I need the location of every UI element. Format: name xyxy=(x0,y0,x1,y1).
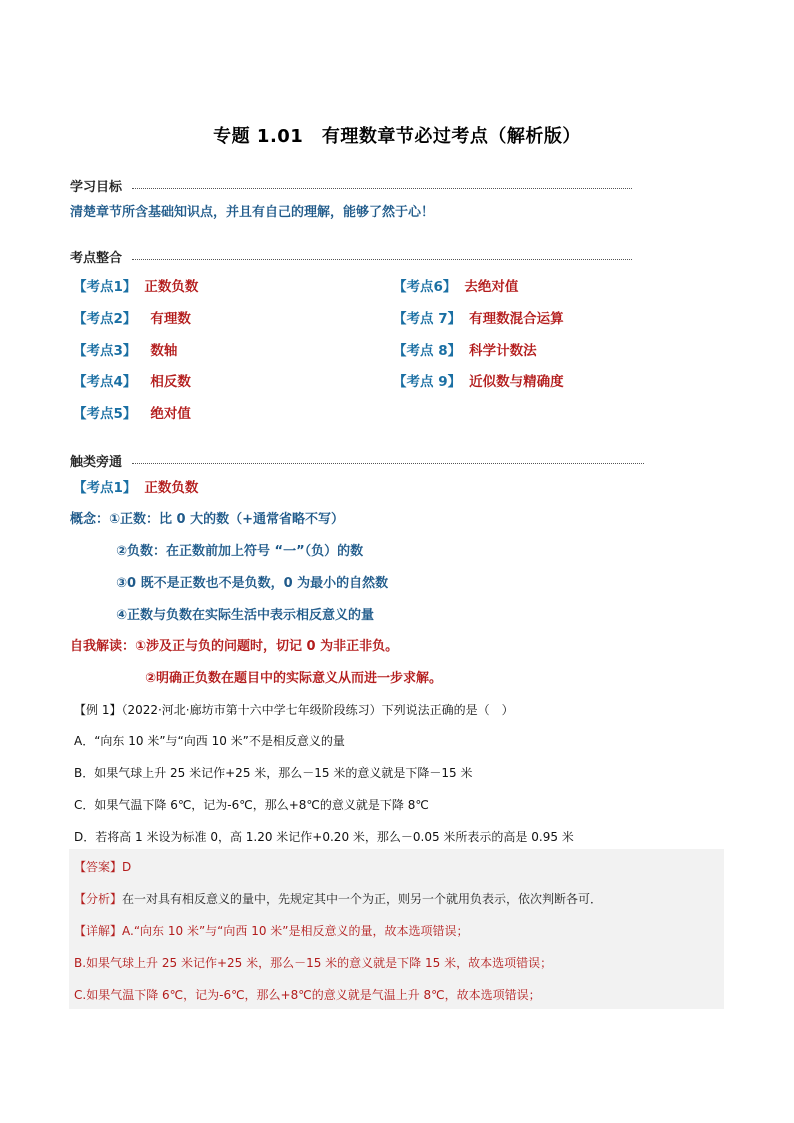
practice-heading: 触类旁通 xyxy=(70,455,123,470)
summary-item-8 xyxy=(393,339,537,359)
summary-item-1 xyxy=(73,275,198,295)
example-option-c: C．如果气温下降 6℃，记为-6℃，那么+8℃的意义就是下降 8℃ xyxy=(74,798,429,812)
summary-item-2 xyxy=(73,307,191,327)
summary-item-tag: 【考点 8】 xyxy=(393,343,462,359)
summary-item-tag: 【考点1】 xyxy=(73,279,137,295)
summary-item-name: 近似数与精确度 xyxy=(469,374,564,390)
self-reading-text: ①涉及正与负的问题时，切记 0 为非正非负。 xyxy=(135,639,399,654)
concept-line-4: ④正数与负数在实际生活中表示相反意义的量 xyxy=(116,608,375,623)
summary-item-tag: 【考点2】 xyxy=(73,311,137,327)
summary-item-name: 有理数混合运算 xyxy=(469,311,564,327)
analysis-text: 在一对具有相反意义的量中，先规定其中一个为正，则另一个就用负表示，依次判断各可． xyxy=(122,892,603,906)
page-title: 专题 1.01 有理数章节必过考点（解析版） xyxy=(213,126,581,147)
concept-line-1 xyxy=(70,508,344,527)
summary-item-tag: 【考点3】 xyxy=(73,343,137,359)
practice-point xyxy=(73,476,198,496)
answer-line xyxy=(74,858,131,875)
detail-text: B.如果气球上升 25 米记作+25 米，那么－15 米的意义就是下降 15 米，故本选项错误； xyxy=(74,956,553,970)
goals-heading: 学习目标 xyxy=(70,180,123,195)
detail-label: 【详解】 xyxy=(74,924,123,938)
self-reading-line-2: ②明确正负数在题目中的实际意义从而进一步求解。 xyxy=(145,671,443,686)
summary-divider xyxy=(132,259,632,260)
summary-item-tag: 【考点5】 xyxy=(73,406,137,422)
summary-item-tag: 【考点4】 xyxy=(73,374,137,390)
analysis-label: 【分析】 xyxy=(74,892,123,906)
goals-text: 清楚章节所含基础知识点，并且有自己的理解，能够了然于心！ xyxy=(70,205,435,220)
practice-point-tag: 【考点1】 xyxy=(73,480,137,496)
detail-text: A.“向东 10 米”与“向西 10 米”是相反意义的量，故本选项错误； xyxy=(122,924,469,938)
example-option-b: B．如果气球上升 25 米记作+25 米，那么－15 米的意义就是下降－15 米 xyxy=(74,766,473,780)
summary-item-6 xyxy=(393,275,518,295)
summary-item-name: 科学计数法 xyxy=(469,343,537,359)
summary-item-tag: 【考点 7】 xyxy=(393,311,462,327)
concept-line-2: ②负数：在正数前加上符号 “一”（负）的数 xyxy=(116,544,364,559)
summary-heading: 考点整合 xyxy=(70,251,123,266)
example-option-d: D．若将高 1 米设为标准 0，高 1.20 米记作+0.20 米，那么－0.05 米所表示的高是 0.95 米 xyxy=(74,830,574,844)
summary-item-tag: 【考点 9】 xyxy=(393,374,462,390)
summary-item-tag: 【考点6】 xyxy=(393,279,457,295)
detail-text: C.如果气温下降 6℃，记为-6℃，那么+8℃的意义就是气温上升 8℃，故本选项错误； xyxy=(74,988,541,1002)
summary-item-7 xyxy=(393,307,564,327)
answer-label: 【答案】 xyxy=(74,860,123,874)
detail-line-2 xyxy=(74,954,552,971)
summary-item-name: 绝对值 xyxy=(150,406,191,422)
summary-item-9 xyxy=(393,370,564,390)
practice-divider xyxy=(132,463,644,464)
answer-value: D xyxy=(122,860,132,874)
summary-item-5 xyxy=(73,402,191,422)
summary-item-name: 相反数 xyxy=(150,374,191,390)
self-reading-line-1 xyxy=(70,635,398,654)
summary-item-name: 正数负数 xyxy=(144,279,199,295)
example-stem: 【例 1】（2022·河北·廊坊市第十六中学七年级阶段练习）下列说法正确的是（ ） xyxy=(74,703,514,717)
summary-item-3 xyxy=(73,339,177,359)
summary-item-name: 有理数 xyxy=(150,311,191,327)
summary-item-4 xyxy=(73,370,191,390)
practice-point-name: 正数负数 xyxy=(144,480,199,496)
self-reading-label: 自我解读： xyxy=(70,639,136,654)
concept-text: ①正数：比 0 大的数（+通常省略不写） xyxy=(109,512,345,527)
concept-line-3: ③0 既不是正数也不是负数，0 为最小的自然数 xyxy=(116,576,389,591)
goals-divider xyxy=(132,188,632,189)
summary-item-name: 去绝对值 xyxy=(464,279,519,295)
example-option-a: A．“向东 10 米”与“向西 10 米”不是相反意义的量 xyxy=(74,734,345,748)
summary-item-name: 数轴 xyxy=(150,343,178,359)
detail-line-3 xyxy=(74,986,541,1003)
detail-line-1 xyxy=(74,922,469,939)
analysis-line xyxy=(74,890,602,907)
concept-label: 概念： xyxy=(70,512,110,527)
